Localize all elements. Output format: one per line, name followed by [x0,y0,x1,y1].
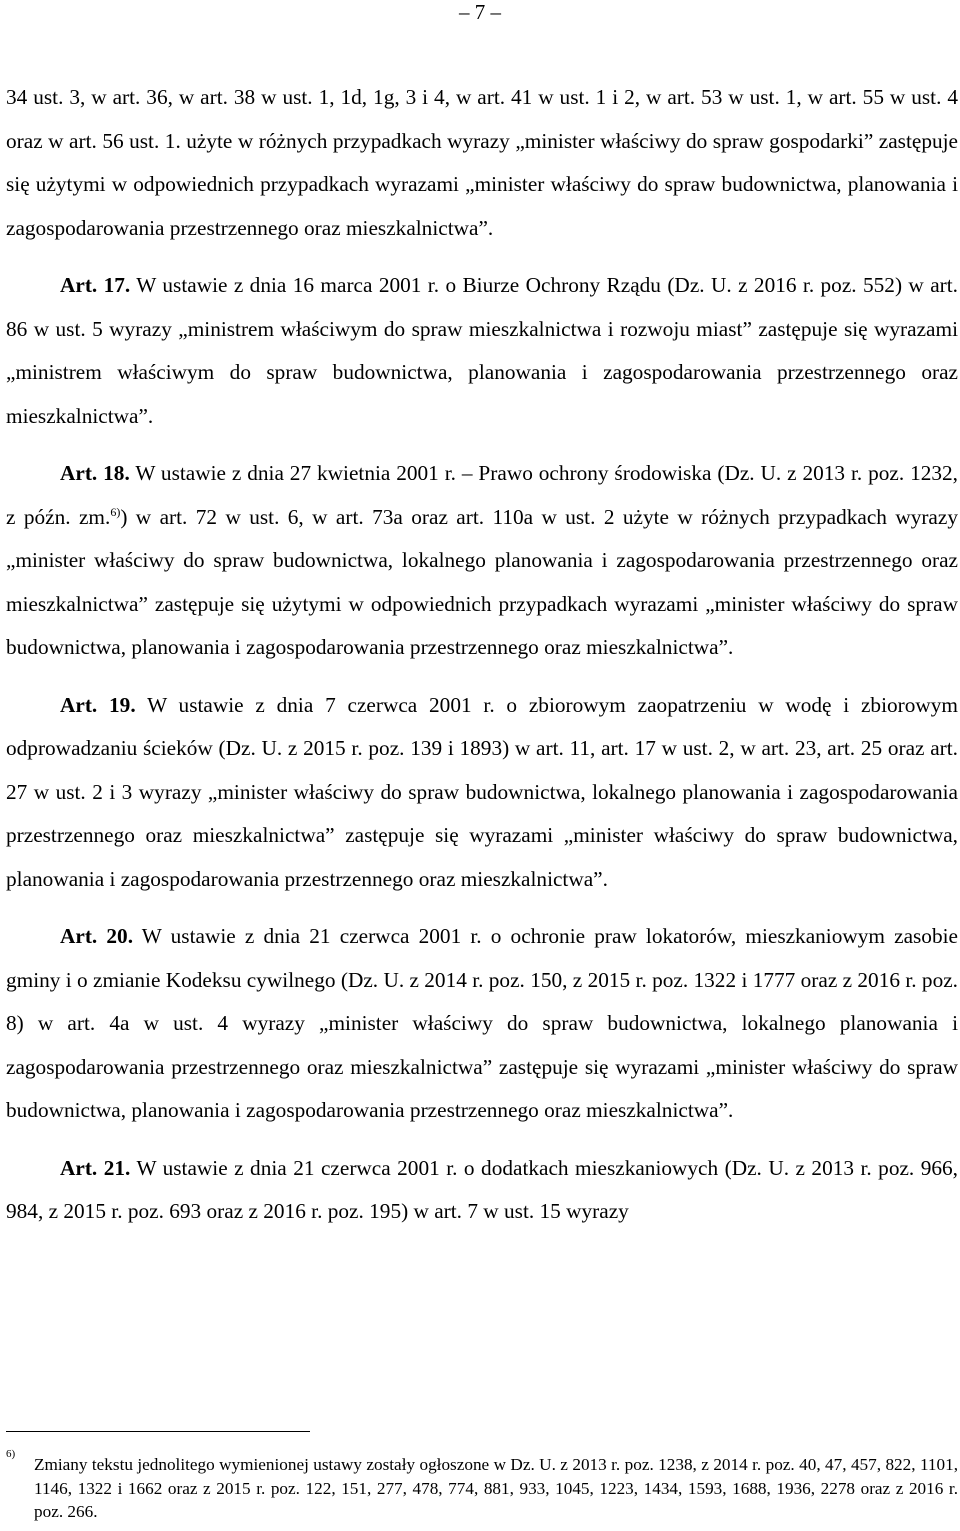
article-21 [6,1147,958,1234]
article-19 [6,684,958,902]
page-number: – 7 – [459,0,501,24]
article-text-after-ref: ) w art. 72 w ust. 6, w art. 73a oraz art. 110a w ust. 2 użyte w różnych przypadkach wyrazy „minister właściwy do spraw budownictwa, lokalnego planowania i zagospodarowania przestrzennego oraz mieszkalnictwa” zastępuje się użytymi w odpowiednich przypadkach wyrazami „minister właściwy do spraw budownictwa, planowania i zagospodarowania przestrzennego oraz mieszkalnictwa”. [6,504,958,660]
footnote-reference: 6) [110,504,121,519]
article-label: Art. 17. [60,272,131,297]
article-label: Art. 20. [60,924,134,949]
article-label: Art. 19. [60,692,136,717]
document-body [6,76,958,1234]
footnote-divider [6,1431,310,1432]
paragraph-text: 34 ust. 3, w art. 36, w art. 38 w ust. 1, 1d, 1g, 3 i 4, w art. 41 w ust. 1 i 2, w art. 53 w ust. 1, w art. 55 w ust. 4 oraz w art. 56 ust. 1. użyte w różnych przypadkach wyrazy „minister właściwy do spraw gospodarki” zastępuje się użytymi w odpowiednich przypadkach wyrazami „minister właściwy do spraw budownictwa, planowania i zagospodarowania przestrzennego oraz mieszkalnictwa”. [6,85,958,240]
footnote [6,1448,958,1524]
footnote-marker: 6) [6,1448,16,1460]
article-20 [6,915,958,1133]
footnote-text: Zmiany tekstu jednolitego wymienionej ustawy zostały ogłoszone w Dz. U. z 2013 r. poz. 1238, z 2014 r. poz. 40, 47, 457, 822, 1101, 1146, 1322 i 1662 oraz z 2015 r. poz. 122, 151, 277, 478, 774, 881, 933, 1045, 1223, 1434, 1593, 1688, 1936, 2278 oraz z 2016 r. poz. 266. [34,1455,958,1521]
article-label: Art. 18. [60,460,130,485]
article-text: W ustawie z dnia 7 czerwca 2001 r. o zbiorowym zaopatrzeniu w wodę i zbiorowym odprowadzaniu ścieków (Dz. U. z 2015 r. poz. 139 i 1893) w art. 11, art. 17 w ust. 2, w art. 23, art. 25 oraz art. 27 w ust. 2 i 3 wyrazy „minister właściwy do spraw budownictwa, lokalnego planowania i zagospodarowania przestrzennego oraz mieszkalnictwa” zastępuje się wyrazami „minister właściwy do spraw budownictwa, planowania i zagospodarowania przestrzennego oraz mieszkalnictwa”. [6,692,958,891]
article-label: Art. 21. [60,1155,131,1180]
article-text-before-ref: W ustawie z dnia 27 kwietnia 2001 r. – Prawo ochrony środowiska (Dz. U. z 2013 r. poz. 1232, z późn. zm. [6,460,958,529]
article-17 [6,264,958,438]
article-text: W ustawie z dnia 21 czerwca 2001 r. o ochronie praw lokatorów, mieszkaniowym zasobie gminy i o zmianie Kodeksu cywilnego (Dz. U. z 2014 r. poz. 150, z 2015 r. poz. 1322 i 1777 oraz z 2016 r. poz. 8) w art. 4a w ust. 4 wyrazy „minister właściwy do spraw budownictwa, lokalnego planowania i zagospodarowania przestrzennego oraz mieszkalnictwa” zastępuje się wyrazami „minister właściwy do spraw budownictwa, planowania i zagospodarowania przestrzennego oraz mieszkalnictwa”. [6,924,958,1123]
article-18 [6,452,958,670]
article-text: W ustawie z dnia 21 czerwca 2001 r. o dodatkach mieszkaniowych (Dz. U. z 2013 r. poz. 966, 984, z 2015 r. poz. 693 oraz z 2016 r. poz. 195) w art. 7 w ust. 15 wyrazy [6,1155,958,1224]
article-text: W ustawie z dnia 16 marca 2001 r. o Biurze Ochrony Rządu (Dz. U. z 2016 r. poz. 552) w art. 86 w ust. 5 wyrazy „ministrem właściwym do spraw mieszkalnictwa i rozwoju miast” zastępuje się wyrazami „ministrem właściwym do spraw budownictwa, planowania i zagospodarowania przestrzennego oraz mieszkalnictwa”. [6,272,958,428]
paragraph-continuation [6,76,958,250]
